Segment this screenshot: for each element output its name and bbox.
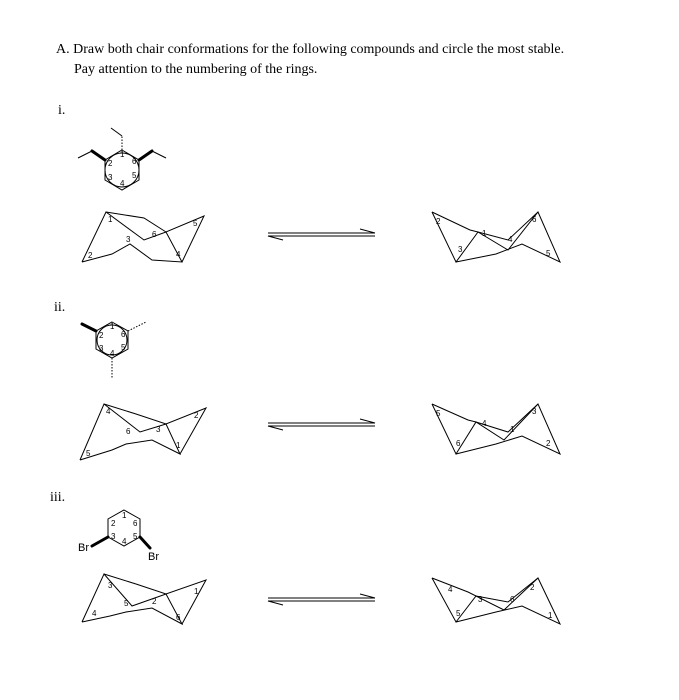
equilibrium-arrow-i bbox=[268, 229, 375, 240]
hash-bond bbox=[128, 322, 146, 331]
bromine-label: Br bbox=[78, 542, 89, 554]
wedge-bond bbox=[139, 151, 152, 160]
ring-number: 5 bbox=[133, 532, 138, 541]
chair-number: 3 bbox=[156, 425, 161, 434]
chair-number: 1 bbox=[510, 425, 515, 434]
chair-number: 4 bbox=[508, 235, 513, 244]
chair-number: 1 bbox=[548, 611, 553, 620]
ring-number: 2 bbox=[111, 519, 116, 528]
instruction-line-2: Pay attention to the numbering of the rings. bbox=[74, 62, 318, 77]
chair-number: 6 bbox=[176, 613, 181, 622]
ring-number: 2 bbox=[99, 331, 104, 340]
ring-number: 4 bbox=[110, 349, 115, 358]
ring-number: 1 bbox=[120, 150, 125, 159]
chair-number: 1 bbox=[194, 587, 199, 596]
wedge-bond bbox=[92, 537, 108, 546]
chair-number: 2 bbox=[194, 411, 199, 420]
chair-number: 2 bbox=[530, 583, 535, 592]
wedge-bond bbox=[82, 324, 96, 331]
chair-number: 3 bbox=[458, 245, 463, 254]
problem-label-i: i. bbox=[58, 103, 66, 118]
bromine-label: Br bbox=[148, 551, 159, 563]
chair-number: 4 bbox=[176, 250, 181, 259]
chair-number: 6 bbox=[532, 215, 537, 224]
chair-number: 6 bbox=[456, 439, 461, 448]
chair-number: 5 bbox=[193, 219, 198, 228]
chair-number: 1 bbox=[482, 229, 487, 238]
hexagon-structure-iii bbox=[78, 510, 159, 563]
chair-left-ii bbox=[80, 404, 206, 460]
wedge-bond bbox=[140, 537, 150, 548]
chair-number: 2 bbox=[152, 597, 157, 606]
instruction-line-1: A. Draw both chair conformations for the following compounds and circle the most stable. bbox=[56, 42, 565, 57]
chair-number: 2 bbox=[436, 217, 441, 226]
problem-label-ii: ii. bbox=[54, 300, 66, 315]
chair-number: 3 bbox=[532, 407, 537, 416]
hexagon-structure-i bbox=[78, 128, 166, 190]
chair-number: 5 bbox=[456, 609, 461, 618]
problem-label-iii: iii. bbox=[50, 490, 66, 505]
hexagon-structure-ii bbox=[82, 322, 146, 378]
ring-number: 6 bbox=[133, 519, 138, 528]
chair-number: 6 bbox=[152, 230, 157, 239]
chair-number: 3 bbox=[478, 595, 483, 604]
chair-number: 4 bbox=[482, 419, 487, 428]
chair-right-iii bbox=[432, 578, 560, 624]
chair-right-i bbox=[432, 212, 560, 262]
chair-left-iii bbox=[82, 574, 206, 624]
chair-number: 5 bbox=[124, 599, 129, 608]
ring-number: 1 bbox=[122, 511, 127, 520]
chair-number: 4 bbox=[92, 609, 97, 618]
chair-number: 5 bbox=[436, 409, 441, 418]
chair-right-ii bbox=[432, 404, 560, 454]
ring-number: 6 bbox=[121, 330, 126, 339]
chair-number: 4 bbox=[448, 585, 453, 594]
chair-number: 6 bbox=[126, 427, 131, 436]
chair-number: 1 bbox=[108, 215, 113, 224]
ring-number: 3 bbox=[99, 344, 104, 353]
ring-number: 4 bbox=[122, 537, 127, 546]
chair-number: 3 bbox=[126, 235, 131, 244]
ring-number: 3 bbox=[111, 532, 116, 541]
chair-number: 5 bbox=[86, 449, 91, 458]
ring-number: 3 bbox=[108, 173, 113, 182]
chair-number: 1 bbox=[176, 441, 181, 450]
chair-number: 3 bbox=[108, 581, 113, 590]
chair-number: 5 bbox=[546, 249, 551, 258]
chair-number: 2 bbox=[88, 251, 93, 260]
equilibrium-arrow-ii bbox=[268, 419, 375, 430]
ring-number: 4 bbox=[120, 179, 125, 188]
equilibrium-arrow-iii bbox=[268, 594, 375, 605]
ring-number: 5 bbox=[132, 171, 137, 180]
ring-number: 2 bbox=[108, 159, 113, 168]
wedge-bond bbox=[92, 151, 105, 160]
chair-number: 2 bbox=[546, 439, 551, 448]
chair-left-i bbox=[82, 212, 204, 262]
ring-number: 6 bbox=[132, 157, 137, 166]
chair-number: 6 bbox=[510, 595, 515, 604]
chair-number: 4 bbox=[106, 407, 111, 416]
ring-number: 1 bbox=[110, 322, 115, 331]
ring-number: 5 bbox=[121, 343, 126, 352]
